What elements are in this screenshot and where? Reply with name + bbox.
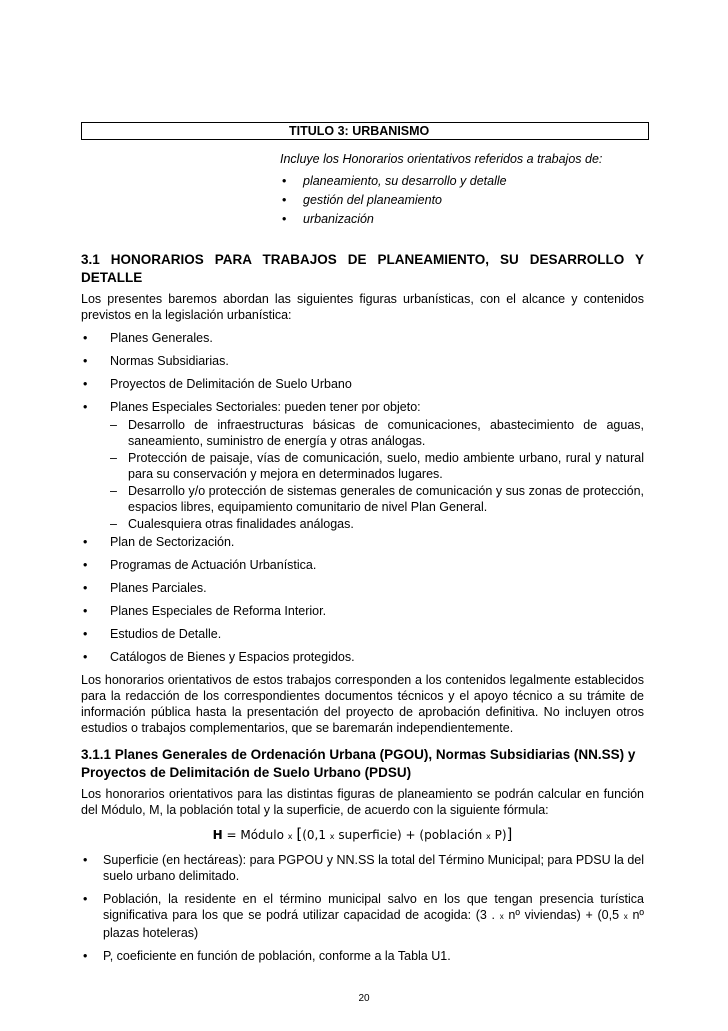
sub-list <box>110 417 644 532</box>
list-item: • Planes Especiales de Reforma Interior. <box>81 603 644 619</box>
fee-formula <box>81 825 644 846</box>
list-item: • Plan de Sectorización. <box>81 534 644 550</box>
list-item <box>81 891 644 941</box>
formula-times: x <box>486 832 491 841</box>
intro-item: • planeamiento, su desarrollo y detalle <box>280 174 660 193</box>
times-sign: x <box>499 912 504 921</box>
subsection-heading: 3.1.1 Planes Generales de Ordenación Urbana (PGOU), Normas Subsidiarias (NN.SS) y Proyectos de Delimitación de Suelo Urbano (PDSU) <box>81 747 636 780</box>
list-item: • Catálogos de Bienes y Espacios protegidos. <box>81 649 644 665</box>
sub-list-item: – Protección de paisaje, vías de comunicación, suelo, medio ambiente urbano, rural y natural para su conservación y mejora en determinados lugares. <box>110 450 644 482</box>
list-item: • Estudios de Detalle. <box>81 626 644 642</box>
formula-times: x <box>329 832 335 841</box>
list-item-label: Planes Especiales Sectoriales: pueden tener por objeto: <box>110 400 421 414</box>
poblacion-text: Población, la residente en el término municipal salvo en los que tengan presencia turística significativa para los que se podrá utilizar capacidad de acogida: (3 . <box>103 892 644 922</box>
formula-part: P) <box>494 828 507 842</box>
list-item: • Normas Subsidiarias. <box>81 353 644 369</box>
list-item: • Proyectos de Delimitación de Suelo Urbano <box>81 376 644 392</box>
sub-list-item: – Desarrollo y/o protección de sistemas generales de comunicación y sus zonas de protección, espacios libres, equipamiento comunitario de nivel Plan General. <box>110 483 644 515</box>
formula-bracket-open: [ <box>296 825 303 843</box>
list-item: • P, coeficiente en función de población, conforme a la Tabla U1. <box>81 948 644 964</box>
section-heading: 3.1 HONORARIOS PARA TRABAJOS DE PLANEAMIENTO, SU DESARROLLO Y DETALLE <box>81 252 644 285</box>
formula-bracket-close: ] <box>506 825 513 843</box>
poblacion-text: nº viviendas) + (0,5 <box>508 908 620 922</box>
list-item <box>81 399 644 532</box>
formula-part: (0,1 <box>302 828 326 842</box>
subsection-intro: Los honorarios orientativos para las distintas figuras de planeamiento se podrán calcular en función del Módulo, M, la población total y la superficie, de acuerdo con la siguiente fórmula: <box>81 787 644 817</box>
intro-block <box>280 152 660 231</box>
sub-list-item: – Cualesquiera otras finalidades análogas. <box>110 516 644 532</box>
intro-lead: Incluye los Honorarios orientativos referidos a trabajos de: <box>280 152 603 166</box>
intro-list <box>280 174 660 231</box>
poblacion-text: nº plazas hoteleras) <box>103 908 644 940</box>
list-item: • Programas de Actuación Urbanística. <box>81 557 644 573</box>
list-item: • Planes Generales. <box>81 330 644 346</box>
main-content <box>81 251 644 971</box>
times-sign: x <box>623 912 628 921</box>
sub-list-item: – Desarrollo de infraestructuras básicas de comunicaciones, abastecimiento de aguas, saneamiento, suministro de energía y otras análogas. <box>110 417 644 449</box>
section-intro: Los presentes baremos abordan las siguientes figuras urbanísticas, con el alcance y contenidos previstos en la legislación urbanística: <box>81 292 644 322</box>
intro-item: • urbanización <box>280 212 660 231</box>
page-title: TITULO 3: URBANISMO <box>289 124 430 138</box>
formula-times: x <box>287 832 293 841</box>
formula-eq: = Módulo <box>226 828 284 842</box>
formula-lhs: H <box>212 828 223 842</box>
list-item: • Planes Parciales. <box>81 580 644 596</box>
section-closing: Los honorarios orientativos de estos trabajos corresponden a los contenidos legalmente establecidos para la redacción de los correspondientes documentos técnicos y el apoyo técnico a su trámite de información pública hasta la presentación del proyecto de aprobación definitiva. No incluyen otros estudios o trabajos complementarios, que se baremarán independientemente. <box>81 673 644 735</box>
intro-item: • gestión del planeamiento <box>280 193 660 212</box>
list-item: • Superficie (en hectáreas): para PGPOU y NN.SS la total del Término Municipal; para PDSU la del suelo urbano delimitado. <box>81 852 644 884</box>
formula-terms-list <box>81 852 644 964</box>
figures-list <box>81 330 644 665</box>
page-number: 20 <box>358 993 370 1004</box>
formula-part: superficie) + (población <box>338 828 483 842</box>
